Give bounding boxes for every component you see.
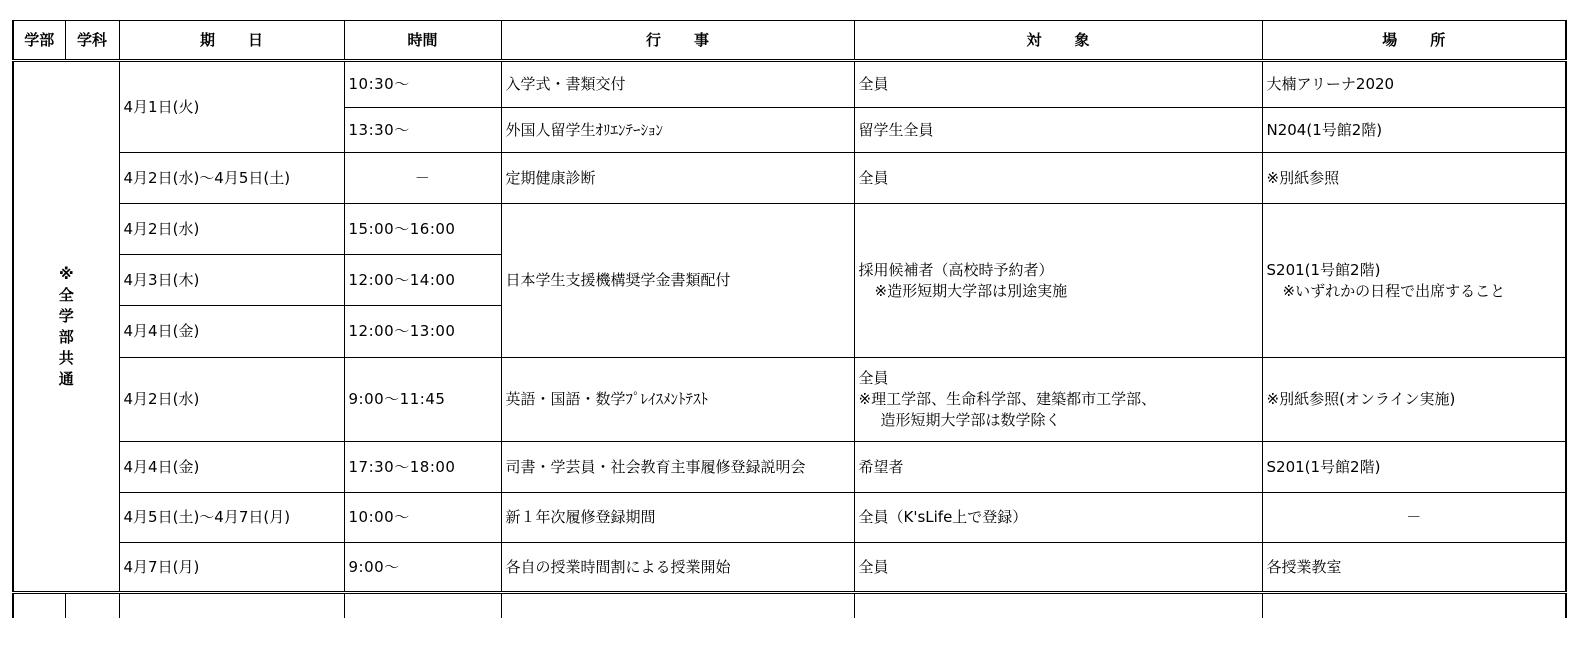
place-cell: S201(1号館2階) [1262,442,1566,493]
header-dept: 学科 [65,21,119,61]
time-cell: 15:00～16:00 [344,204,501,255]
time-cell: 10:30～ [344,61,501,108]
empty-cell [13,593,65,619]
table-row [13,442,1566,493]
target-cell: 全員 [854,61,1262,108]
time-cell: － [344,153,501,204]
table-row [13,593,1566,619]
target-cell [854,358,1262,442]
target-line: 採用候補者（高校時予約者） [858,260,1054,279]
date-cell: 4月1日(火) [119,61,344,153]
empty-cell [1262,593,1566,619]
empty-cell [119,593,344,619]
time-cell: 12:00～13:00 [344,306,501,358]
event-cell: 各自の授業時間割による授業開始 [501,543,854,593]
empty-cell [65,593,119,619]
event-cell: 英語・国語・数学ﾌﾟﾚｲｽﾒﾝﾄﾃｽﾄ [501,358,854,442]
place-cell: 各授業教室 [1262,543,1566,593]
time-cell: 10:00～ [344,493,501,543]
target-cell: 留学生全員 [854,108,1262,153]
target-cell: 全員 [854,543,1262,593]
place-cell: ※別紙参照(オンライン実施) [1262,358,1566,442]
event-cell: 新１年次履修登録期間 [501,493,854,543]
table-row [13,61,1566,108]
date-cell: 4月4日(金) [119,306,344,358]
target-note: 造形短期大学部は数学除く [880,411,1061,429]
target-line: 全員 [858,369,889,387]
group-label-all-faculties: ※ 全 学 部 共 通 [13,61,119,593]
time-cell: 12:00～14:00 [344,255,501,306]
table-row [13,204,1566,255]
date-cell: 4月2日(水) [119,358,344,442]
event-cell: 入学式・書類交付 [501,61,854,108]
date-cell: 4月5日(土)～4月7日(月) [119,493,344,543]
target-cell [854,204,1262,358]
header-date: 期日 [119,21,344,61]
event-cell: 司書・学芸員・社会教育主事履修登録説明会 [501,442,854,493]
target-cell: 希望者 [854,442,1262,493]
time-cell: 13:30～ [344,108,501,153]
event-cell: 外国人留学生ｵﾘｴﾝﾃｰｼｮﾝ [501,108,854,153]
date-cell: 4月2日(水) [119,204,344,255]
schedule-table [12,20,1567,618]
date-cell: 4月4日(金) [119,442,344,493]
event-cell: 日本学生支援機構奨学金書類配付 [501,204,854,358]
place-cell [1262,204,1566,358]
time-cell: 17:30～18:00 [344,442,501,493]
table-row [13,358,1566,442]
time-cell: 9:00～ [344,543,501,593]
target-cell: 全員（K'sLife上で登録） [854,493,1262,543]
place-cell: ※別紙参照 [1262,153,1566,204]
date-cell: 4月2日(水)～4月5日(土) [119,153,344,204]
place-cell: N204(1号館2階) [1262,108,1566,153]
target-note: ※理工学部、生命科学部、建築都市工学部、 [858,390,1157,408]
table-row [13,153,1566,204]
time-cell: 9:00～11:45 [344,358,501,442]
header-faculty: 学部 [13,21,65,61]
empty-cell [854,593,1262,619]
header-time: 時間 [344,21,501,61]
table-row [13,493,1566,543]
header-event: 行事 [501,21,854,61]
place-cell: 大楠アリーナ2020 [1262,61,1566,108]
place-cell: － [1262,493,1566,543]
table-row [13,543,1566,593]
header-row [13,21,1566,61]
place-note: ※いずれかの日程で出席すること [1282,281,1506,300]
event-cell: 定期健康診断 [501,153,854,204]
date-cell: 4月7日(月) [119,543,344,593]
date-cell: 4月3日(木) [119,255,344,306]
empty-cell [501,593,854,619]
header-target: 対象 [854,21,1262,61]
empty-cell [344,593,501,619]
target-note: ※造形短期大学部は別途実施 [874,281,1068,300]
target-cell: 全員 [854,153,1262,204]
header-place: 場所 [1262,21,1566,61]
place-line: S201(1号館2階) [1266,260,1381,279]
